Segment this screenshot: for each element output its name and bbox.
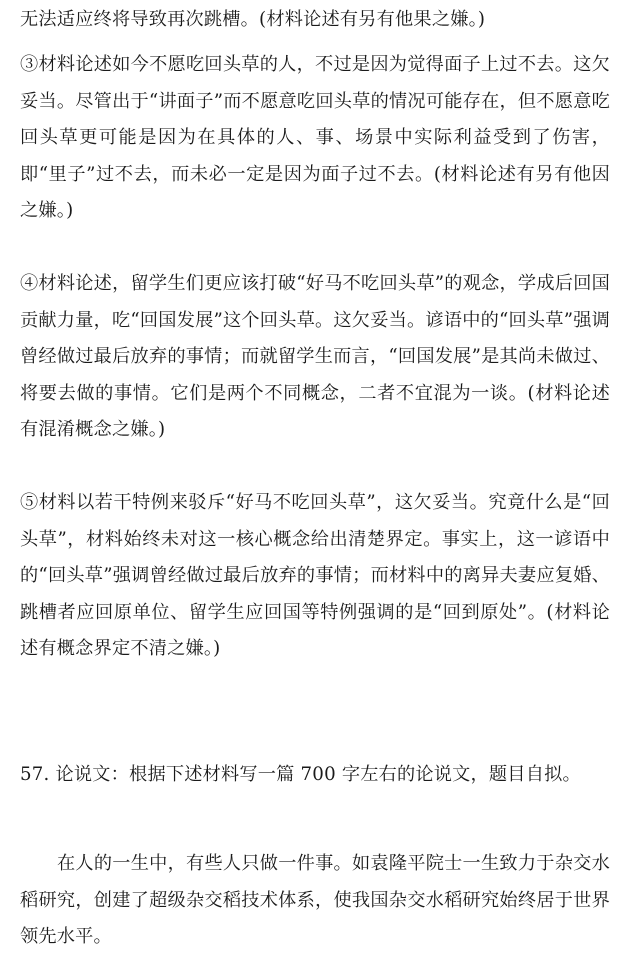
paragraph-point-4: ④材料论述，留学生们更应该打破“好马不吃回头草”的观念，学成后回国贡献力量，吃“回国发展”这个回头草。这欠妥当。谚语中的“回头草”强调曾经做过最后放弃的事情；而就留学生而言，“回国发展”是其尚未做过、将要去做的事情。它们是两个不同概念，二者不宜混为一谈。(材料论述有混淆概念之嫌。) — [20, 273, 610, 441]
question-57-heading: 57. 论说文：根据下述材料写一篇 700 字左右的论说文，题目自拟。 — [20, 764, 581, 785]
paragraph-point-5: ⑤材料以若干特例来驳斥“好马不吃回头草”，这欠妥当。究竟什么是“回头草”，材料始终未对这一核心概念给出清楚界定。事实上，这一谚语中的“回头草”强调曾经做过最后放弃的事情；而材料中的离异夫妻应复婚、跳槽者应回原单位、留学生应回国等特例强调的是“回到原处”。(材料论述有概念界定不清之嫌。) — [20, 492, 610, 660]
paragraph-material: 在人的一生中，有些人只做一件事。如袁隆平院士一生致力于杂交水稻研究，创建了超级杂交稻技术体系，使我国杂交水稻研究始终居于世界领先水平。 — [20, 853, 610, 948]
paragraph-continuation: 无法适应终将导致再次跳槽。(材料论述有另有他果之嫌。) — [20, 9, 486, 30]
paragraph-point-3: ③材料论述如今不愿吃回头草的人，不过是因为觉得面子上过不去。这欠妥当。尽管出于“讲面子”而不愿意吃回头草的情况可能存在，但不愿意吃回头草更可能是因为在具体的人、事、场景中实际利益受到了伤害，即“里子”过不去，而未必一定是因为面子过不去。(材料论述有另有他因之嫌。) — [20, 54, 610, 222]
